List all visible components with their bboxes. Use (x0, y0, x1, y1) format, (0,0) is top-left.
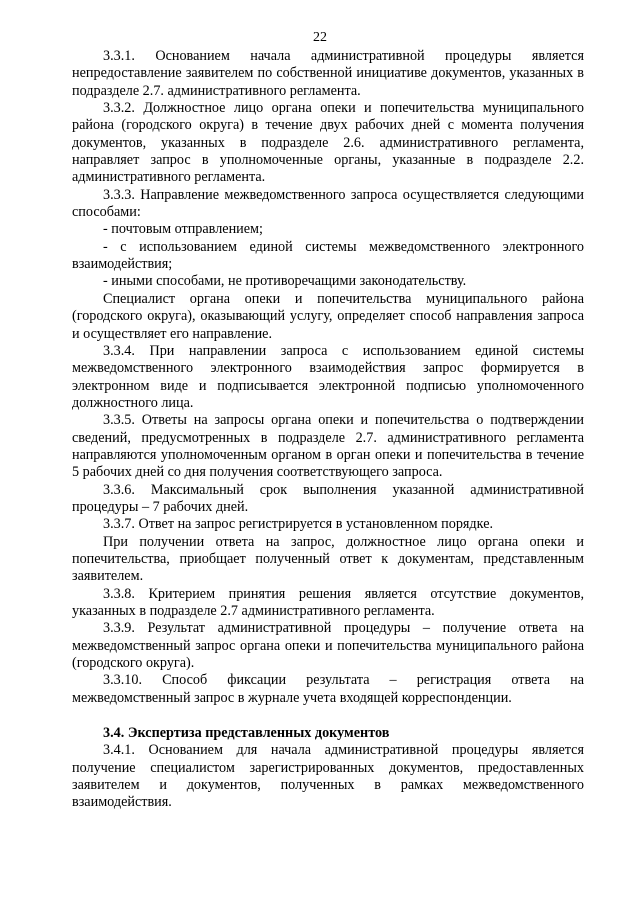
paragraph-3-3-9: 3.3.9. Результат административной процедуры – получение ответа на межведомственный запрос органа опеки и попечительства муниципального района (городского округа). (72, 620, 584, 672)
list-item-electronic: - с использованием единой системы межведомственного электронного взаимодействия; (72, 238, 584, 273)
paragraph-3-3-3: 3.3.3. Направление межведомственного запроса осуществляется следующими способами: (72, 186, 584, 221)
paragraph-3-3-6: 3.3.6. Максимальный срок выполнения указанной административной процедуры – 7 рабочих дней. (72, 481, 584, 515)
list-item-other: - иными способами, не противоречащими законодательству. (103, 273, 467, 290)
paragraph-3-4-1: 3.4.1. Основанием для начала административной процедуры является получение специалистом зарегистрированных документов, предоставленных заявителем и документов, полученных в рамках межведомственного взаимодействия. (72, 742, 584, 811)
paragraph-3-3-8: 3.3.8. Критерием принятия решения является отсутствие документов, указанных в подразделе 2.7 административного регламента. (72, 585, 584, 619)
list-item-post: - почтовым отправлением; (103, 221, 263, 238)
paragraph-3-3-10: 3.3.10. Способ фиксации результата – регистрация ответа на межведомственный запрос в журнале учета входящей корреспонденции. (72, 672, 584, 706)
paragraph-3-3-2: 3.3.2. Должностное лицо органа опеки и попечительства муниципального района (городского округа) в течение двух рабочих дней с момента получения документов, указанных в подразделе 2.6. административного регламента, направляет запрос в уполномоченные органы, указанные в подразделе 2.2. административного регламента. (72, 100, 584, 186)
page-number: 22 (313, 30, 327, 45)
section-heading-3-4: 3.4. Экспертиза представленных документов (103, 725, 390, 742)
document-body (72, 48, 584, 812)
paragraph-3-3-1: 3.3.1. Основанием начала административной процедуры является непредоставление заявителем по собственной инициативе документов, указанных в подразделе 2.7. административного регламента. (72, 48, 584, 99)
paragraph-3-3-5: 3.3.5. Ответы на запросы органа опеки и попечительства о подтверждении сведений, предусмотренных в подразделе 2.7. административного регламента направляются уполномоченным органом в орган опеки и попечительства в течение 5 рабочих дней со дня получения соответствующего запроса. (72, 412, 584, 481)
paragraph-response: При получении ответа на запрос, должностное лицо органа опеки и попечительства, приобщает полученный ответ к документам, представленным заявителем. (72, 533, 584, 585)
paragraph-specialist: Специалист органа опеки и попечительства муниципального района (городского округа), оказывающий услугу, определяет способ направления запроса и осуществляет его направление. (72, 290, 584, 342)
paragraph-3-3-7: 3.3.7. Ответ на запрос регистрируется в установленном порядке. (103, 516, 494, 533)
paragraph-3-3-4: 3.3.4. При направлении запроса с использованием единой системы межведомственного электронного взаимодействия запрос формируется в электронном виде и подписывается электронной подписью уполномоченного должностного лица. (72, 342, 584, 411)
